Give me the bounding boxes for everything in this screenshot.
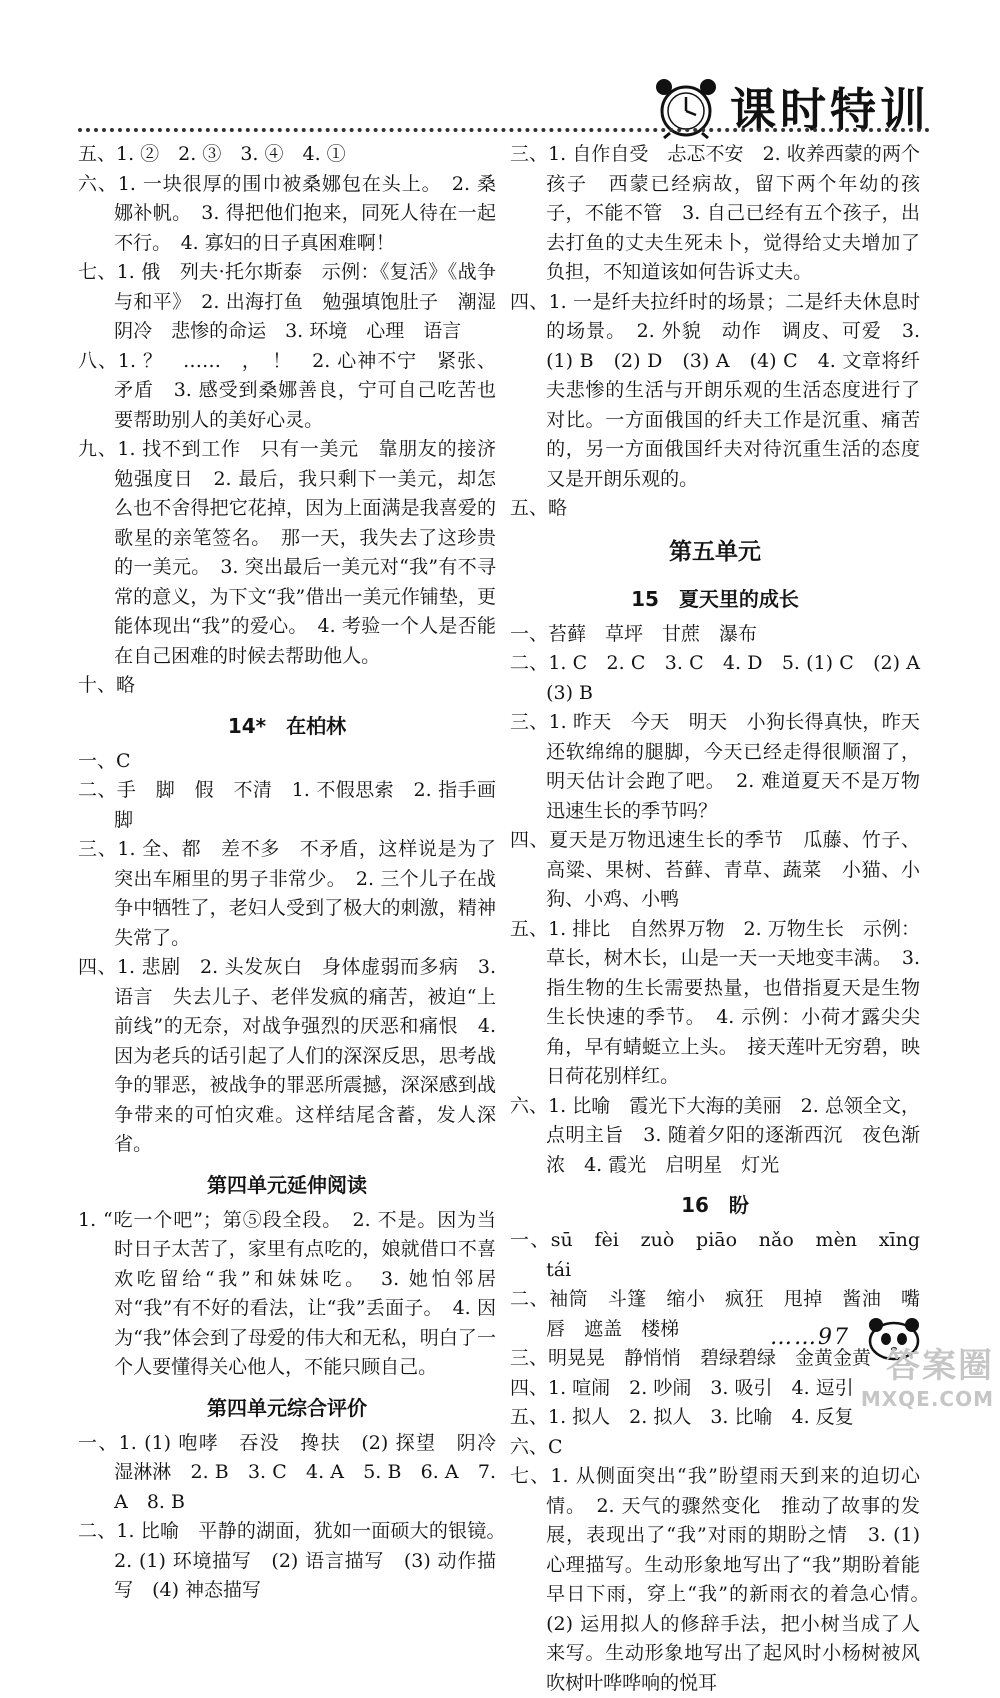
answer-item: 一、1. (1) 咆哮 吞没 搀扶 (2) 探望 阴冷 湿淋淋 2. B 3. C 4. A 5. B 6. A 7. A 8. B — [78, 1431, 516, 1513]
watermark — [861, 1338, 994, 1411]
answer-item: 三、明晃晃 静悄悄 碧绿碧绿 金黄金黄 — [510, 1347, 872, 1369]
answer-item: 1. “吃一个吧”；第⑤段全段。 2. 不是。因为当时日子太苦了，家里有点吃的，娘就借口不喜欢吃留给“我”和妹妹吃。 3. 她怕邻居对“我”有不好的看法，让“我”丢面子。 4. 因为“我”体会到了母爱的伟大和无私，明白了一个人要懂得关心他人，不能只顾自己。 — [78, 1208, 496, 1378]
answer-item: 十、略 — [78, 674, 136, 696]
section-heading: 14* 在柏林 — [227, 713, 347, 738]
answer-item: 二、1. C 2. C 3. C 4. D 5. (1) C (2) A (3) B — [510, 652, 940, 704]
page-number: ……97 — [770, 1324, 850, 1350]
section-heading: 15 夏天里的成长 — [631, 586, 799, 611]
answer-item: 五、1. 拟人 2. 拟人 3. 比喻 4. 反复 — [510, 1406, 854, 1428]
answer-item: 六、C — [510, 1435, 563, 1458]
watermark-brand: 答案圈 — [886, 1346, 994, 1386]
answer-item: 四、夏天是万物迅速生长的季节 瓜藤、竹子、高粱、果树、苔藓、青草、蔬菜 小猫、小狗、小鸡、小鸭 — [510, 829, 920, 910]
answer-item: 三、1. 昨天 今天 明天 小狗长得真快，昨天还软绵绵的腿脚，今天已经走得很顺溜了，明天估计会跑了吧。 2. 难道夏天不是万物迅速生长的季节吗？ — [510, 711, 920, 822]
brand-title: 课时特训 — [730, 83, 930, 137]
answer-item: 四、1. 喧闹 2. 吵闹 3. 吸引 4. 逗引 — [510, 1376, 854, 1399]
answer-item: 九、1. 找不到工作 只有一美元 靠朋友的接济勉强度日 2. 最后，我只剩下一美元，却怎么也不舍得把它花掉，因为上面满是我喜爱的歌星的亲笔签名。 那一天，我失去了这珍贵的一美元。 3. 突出最后一美元对“我”有不寻常的意义，为下文“我”借出一美元作铺垫，更能体现出“我”的爱心。 4. 考验一个人是否能在自己困难的时候去帮助他人。 — [78, 438, 496, 667]
header-divider — [78, 128, 930, 132]
section-heading: 第四单元延伸阅读 — [207, 1172, 367, 1197]
answer-item: 五、1. ② 2. ③ 3. ④ 4. ① — [78, 143, 346, 165]
section-heading: 16 盼 — [681, 1193, 749, 1217]
answer-item: 六、1. 一块很厚的围巾被桑娜包在头上。 2. 桑娜补帆。 3. 得把他们抱来，同死人待在一起不行。 4. 寡妇的日子真困难啊！ — [78, 172, 496, 254]
answer-item: 八、1. ？ …… ， ！ 2. 心神不宁 紧张、矛盾 3. 感受到桑娜善良，宁可自己吃苦也要帮助别人的美好心灵。 — [78, 349, 496, 431]
section-heading: 第五单元 — [669, 538, 761, 565]
answer-item: 三、1. 自作自受 忐忑不安 2. 收养西蒙的两个孩子 西蒙已经病故，留下两个年幼的孩子，不能不管 3. 自己已经有五个孩子，出去打鱼的丈夫生死未卜，觉得给丈夫增加了负担，不知道该如何告诉丈夫。 — [510, 143, 920, 283]
answer-item: 三、1. 全、都 差不多 不矛盾，这样说是为了突出车厢里的男子非常少。 2. 三个儿子在战争中牺牲了，老妇人受到了极大的刺激，精神失常了。 — [78, 838, 496, 949]
answer-item: 二、袖筒 斗篷 缩小 疯狂 甩掉 酱油 嘴唇 遮盖 楼梯 — [510, 1288, 920, 1340]
answer-item: 五、1. 排比 自然界万物 2. 万物生长 示例：草长，树木长，山是一天一天地变丰满。 3. 指生物的生长需要热量，也借指夏天是生物生长快速的季节。 4. 示例：小荷才露尖尖角，早有蜻蜓立上头。 接天莲叶无穷碧，映日荷花别样红。 — [510, 917, 920, 1087]
answer-item: 七、1. 俄 列夫·托尔斯泰 示例：《复活》《战争与和平》 2. 出海打鱼 勉强填饱肚子 潮湿阴冷 悲惨的命运 3. 环境 心理 语言 — [78, 261, 496, 342]
watermark-url: MXQE.COM — [860, 1387, 994, 1411]
answer-item: 二、手 脚 假 不清 1. 不假思索 2. 指手画脚 — [78, 779, 496, 831]
answer-item: 一、苔藓 草坪 甘蔗 瀑布 — [510, 622, 758, 645]
answer-item: 一、C — [78, 749, 131, 772]
answer-item: 一、sū fèi zuò piāo nǎo mèn xīng tái — [510, 1229, 940, 1281]
answer-item: 四、1. 一是纤夫拉纤时的场景；二是纤夫休息时的场景。 2. 外貌 动作 调皮、可爱 3. (1) B (2) D (3) A (4) C 4. 文章将纤夫悲惨的生活与开朗乐观的生活态度进行了对比。一方面俄国的纤夫工作是沉重、痛苦的，另一方面俄国纤夫对待沉重生活的态度又是开朗乐观的。 — [510, 290, 920, 490]
left-column — [78, 140, 516, 1606]
answer-item: 二、1. 比喻 平静的湖面，犹如一面硕大的银镜。 2. (1) 环境描写 (2) 语言描写 (3) 动作描写 (4) 神态描写 — [78, 1520, 516, 1601]
section-heading: 第四单元综合评价 — [207, 1395, 367, 1420]
answer-item: 七、1. 从侧面突出“我”盼望雨天到来的迫切心情。 2. 天气的骤然变化 推动了故事的发展，表现出了“我”对雨的期盼之情 3. (1) 心理描写。生动形象地写出了“我”期盼着能早日下雨，穿上“我”的新雨衣的着急心情。 (2) 运用拟人的修辞手法，把小树当成了人来写。生动形象地写出了起风时小杨树被风吹树叶哗哗响的悦耳 — [510, 1465, 940, 1694]
answer-item: 五、略 — [510, 497, 568, 519]
answer-item: 六、1. 比喻 霞光下大海的美丽 2. 总领全文，点明主旨 3. 随着夕阳的逐渐西沉 夜色渐浓 4. 霞光 启明星 灯光 — [510, 1094, 920, 1176]
answer-item: 四、1. 悲剧 2. 头发灰白 身体虚弱而多病 3. 语言 失去儿子、老伴发疯的痛苦，被迫“上前线”的无奈，对战争强烈的厌恶和痛恨 4. 因为老兵的话引起了人们的深深反思，思考战争的罪恶，被战争的罪恶所震撼，深深感到战争带来的可怕灾难。这样结尾含蓄，发人深省。 — [78, 956, 496, 1155]
